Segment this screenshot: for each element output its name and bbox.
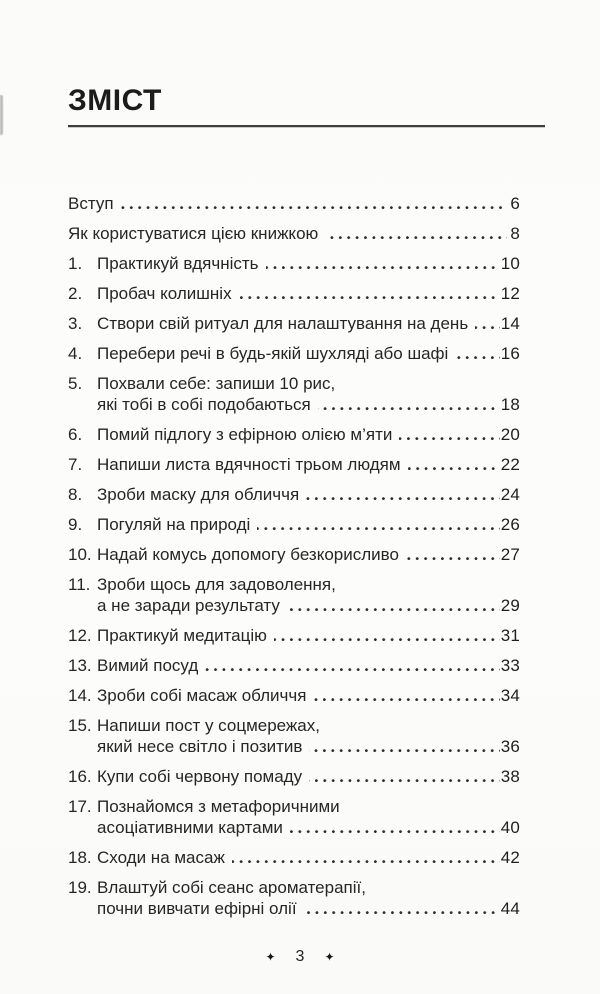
toc-entry-body — [97, 796, 520, 838]
dot-leader — [455, 356, 499, 361]
toc-entry-page: 27 — [500, 545, 520, 564]
page-title: ЗМІСТ — [68, 84, 162, 117]
toc-entry-line — [97, 544, 520, 565]
toc-entry-page: 22 — [500, 455, 520, 474]
toc-entry-title: Помий підлогу з ефірною олією м’яти — [97, 425, 393, 444]
toc-entry-page: 24 — [500, 485, 520, 504]
toc-entry-page: 29 — [500, 596, 520, 615]
toc-entry-line — [97, 283, 520, 304]
toc-entry-number: 6. — [68, 425, 83, 444]
toc-entry-body — [97, 655, 520, 676]
toc-entry-number: 14. — [68, 686, 92, 705]
toc-entry — [68, 373, 520, 415]
toc-entry — [68, 223, 520, 244]
toc-entry — [68, 313, 520, 334]
toc-entry-title-continued: який несе світло і позитив — [97, 737, 303, 756]
toc-entry-body — [97, 625, 520, 646]
toc-entry-number: 10. — [68, 545, 92, 564]
dot-leader — [309, 749, 499, 754]
toc-entry-body — [97, 283, 520, 304]
toc-entry-page: 10 — [500, 254, 520, 273]
toc-entry-line — [97, 736, 520, 757]
toc-entry-page: 20 — [500, 425, 520, 444]
toc-entry-line — [97, 898, 520, 919]
toc-entry-title: Практикуй медитацію — [97, 626, 267, 645]
toc-entry-line — [97, 877, 520, 898]
toc-entry-number: 12. — [68, 626, 92, 645]
dot-leader — [304, 911, 500, 916]
toc-entry-title: Як користуватися цією книжкою — [68, 224, 319, 243]
toc-entry — [68, 544, 520, 565]
toc-entry-title: Зроби щось для задоволення, — [97, 575, 336, 594]
toc-entry — [68, 625, 520, 646]
toc-entry — [68, 877, 520, 919]
toc-entry-page: 8 — [510, 224, 520, 243]
toc-entry-body — [97, 847, 520, 868]
dot-leader — [239, 296, 500, 301]
toc-entry — [68, 574, 520, 616]
dot-leader — [257, 527, 499, 532]
toc-entry-title-continued: які тобі в собі подобаються — [97, 395, 311, 414]
toc-entry-page: 36 — [500, 737, 520, 756]
toc-entry-number: 15. — [68, 716, 92, 735]
dot-leader — [266, 266, 500, 271]
toc-entry-page: 26 — [500, 515, 520, 534]
dot-leader — [306, 497, 500, 502]
diamond-ornament-icon: ✦ — [324, 950, 335, 964]
toc-entry-title: Пробач колишніх — [97, 284, 232, 303]
toc-entry — [68, 685, 520, 706]
toc-entry-line — [97, 625, 520, 646]
toc-entry-body — [97, 454, 520, 475]
toc-entry-body — [68, 193, 520, 214]
dot-leader — [232, 860, 500, 865]
toc-entry-body — [97, 877, 520, 919]
toc-entry-line — [97, 343, 520, 364]
toc-entry-body — [97, 574, 520, 616]
toc-entry-title-continued: почни вивчати ефірні олії — [97, 899, 297, 918]
toc-entry-number: 1. — [68, 254, 83, 273]
toc-entry-page: 18 — [500, 395, 520, 414]
dot-leader — [406, 557, 500, 562]
toc-entry-body — [97, 424, 520, 445]
toc-entry-page: 12 — [500, 284, 520, 303]
toc-entry-line — [97, 424, 520, 445]
toc-entry — [68, 253, 520, 274]
toc-entry-line — [97, 313, 520, 334]
toc-entry — [68, 283, 520, 304]
toc-entry-body — [97, 313, 520, 334]
toc-entry — [68, 193, 520, 214]
toc-entry-line — [97, 817, 520, 838]
toc-entry — [68, 424, 520, 445]
dot-leader — [274, 638, 500, 643]
dot-leader — [399, 437, 499, 442]
toc-entry-body — [68, 223, 520, 244]
toc-entry-title: Сходи на масаж — [97, 848, 225, 867]
page-footer — [0, 948, 600, 966]
title-block — [68, 84, 545, 127]
toc-entry-title: Зроби маску для обличчя — [97, 485, 300, 504]
dot-leader — [313, 698, 499, 703]
toc-entry-title: Погуляй на природі — [97, 515, 251, 534]
toc-entry-page: 38 — [500, 767, 520, 786]
page-content — [68, 0, 545, 928]
toc-entry-body — [97, 514, 520, 535]
toc-entry-title: Вступ — [68, 194, 114, 213]
toc-entry — [68, 715, 520, 757]
toc-entry-title-continued: а не заради результату — [97, 596, 280, 615]
toc-entry-number: 3. — [68, 314, 83, 333]
toc-entry-page: 44 — [500, 899, 520, 918]
toc-entry — [68, 766, 520, 787]
toc-entry-line — [97, 484, 520, 505]
toc-entry — [68, 454, 520, 475]
toc-entry-number: 19. — [68, 878, 92, 897]
toc-entry-line — [97, 847, 520, 868]
dot-leader — [408, 467, 500, 472]
toc-entry-line — [97, 514, 520, 535]
title-rule — [68, 125, 545, 127]
toc-entry-body — [97, 766, 520, 787]
toc-entry-title: Надай комусь допомогу безкорисливо — [97, 545, 399, 564]
toc-entry-line — [68, 193, 520, 214]
toc-entry-line — [68, 223, 520, 244]
scan-artifact — [0, 95, 3, 135]
toc-entry-page: 34 — [500, 686, 520, 705]
toc-entry-line — [97, 766, 520, 787]
toc-entry-number: 16. — [68, 767, 92, 786]
toc-entry-page: 6 — [510, 194, 520, 213]
toc-entry — [68, 484, 520, 505]
toc-entry — [68, 796, 520, 838]
toc-entry — [68, 655, 520, 676]
dot-leader — [205, 668, 499, 673]
toc-entry-body — [97, 484, 520, 505]
toc-entry-line — [97, 685, 520, 706]
toc-entry-number: 8. — [68, 485, 83, 504]
toc-entry-page: 42 — [500, 848, 520, 867]
toc-entry-body — [97, 544, 520, 565]
toc-entry-title-continued: асоціативними картами — [97, 818, 283, 837]
toc-entry-body — [97, 253, 520, 274]
toc-entry-number: 5. — [68, 374, 83, 393]
dot-leader — [290, 830, 500, 835]
toc-entry — [68, 847, 520, 868]
toc-entry-body — [97, 343, 520, 364]
dot-leader — [309, 779, 500, 784]
toc-entry-line — [97, 595, 520, 616]
toc-entry-number: 4. — [68, 344, 83, 363]
toc-entry-number: 18. — [68, 848, 92, 867]
toc-entry-title: Створи свій ритуал для налаштування на день — [97, 314, 469, 333]
toc-entry-line — [97, 574, 520, 595]
toc-entry-number: 9. — [68, 515, 83, 534]
toc-entry — [68, 514, 520, 535]
toc-entry — [68, 343, 520, 364]
toc-entry-title: Влаштуй собі сеанс ароматерапії, — [97, 878, 366, 897]
toc-entry-body — [97, 373, 520, 415]
toc-entry-title: Познайомся з метафоричними — [97, 797, 340, 816]
dot-leader — [287, 608, 500, 613]
toc-entry-title: Практикуй вдячність — [97, 254, 259, 273]
toc-entry-page: 33 — [500, 656, 520, 675]
dot-leader — [318, 407, 500, 412]
toc-entry-line — [97, 373, 520, 394]
toc-list — [68, 193, 520, 919]
toc-entry-page: 40 — [500, 818, 520, 837]
toc-entry-line — [97, 715, 520, 736]
toc-entry-number: 13. — [68, 656, 92, 675]
toc-entry-line — [97, 394, 520, 415]
toc-entry-line — [97, 655, 520, 676]
toc-entry-title: Купи собі червону помаду — [97, 767, 303, 786]
toc-entry-title: Напиши пост у соцмережах, — [97, 716, 320, 735]
toc-entry-number: 2. — [68, 284, 83, 303]
toc-entry-body — [97, 715, 520, 757]
toc-entry-title: Похвали себе: запиши 10 рис, — [97, 374, 336, 393]
toc-entry-title: Зроби собі масаж обличчя — [97, 686, 307, 705]
dot-leader — [325, 236, 507, 241]
toc-entry-line — [97, 454, 520, 475]
toc-entry-page: 16 — [500, 344, 520, 363]
toc-entry-line — [97, 796, 520, 817]
dot-leader — [121, 206, 507, 211]
toc-entry-title: Перебери речі в будь-якій шухляді або шафі — [97, 344, 449, 363]
toc-entry-page: 14 — [500, 314, 520, 333]
diamond-ornament-icon: ✦ — [265, 950, 276, 964]
toc-entry-page: 31 — [500, 626, 520, 645]
toc-entry-line — [97, 253, 520, 274]
toc-entry-title: Вимий посуд — [97, 656, 199, 675]
toc-entry-body — [97, 685, 520, 706]
folio-page-number: 3 — [295, 948, 305, 965]
toc-entry-number: 11. — [68, 575, 91, 594]
toc-entry-number: 7. — [68, 455, 83, 474]
dot-leader — [475, 326, 500, 331]
toc-entry-title: Напиши листа вдячності трьом людям — [97, 455, 401, 474]
toc-entry-number: 17. — [68, 797, 92, 816]
